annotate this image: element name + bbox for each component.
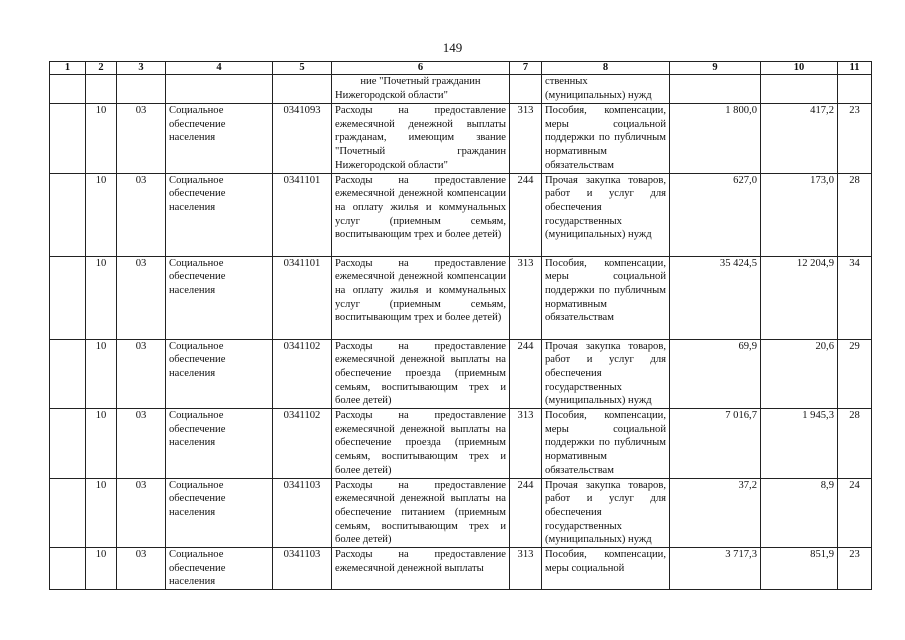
cell-subsection-name: Социальное обеспечение населения — [166, 256, 273, 339]
cell-expense-type-name: Прочая закупка товаров, работ и услуг для обеспечения государственных (муниципальных) нужд — [542, 173, 670, 256]
cell-expense-type-name: Пособия, компенсации, меры социальной поддержки по публичным нормативным обязательствам — [542, 104, 670, 174]
cell-percent: 28 — [838, 409, 872, 479]
cell-subsection — [117, 75, 166, 104]
column-header: 1 — [50, 62, 86, 75]
cell-percent: 29 — [838, 339, 872, 409]
cell-subsection: 03 — [117, 104, 166, 174]
cell-subsection-name: Социальное обеспечение населения — [166, 173, 273, 256]
cell-amount-plan: 37,2 — [670, 478, 761, 548]
cell-subsection: 03 — [117, 548, 166, 590]
cell-section: 10 — [86, 339, 117, 409]
cell-subsection-name: Социальное обеспечение населения — [166, 104, 273, 174]
cell-subsection-name: Социальное обеспечение населения — [166, 478, 273, 548]
cell-subsection-name: Социальное обеспечение населения — [166, 409, 273, 479]
budget-table — [49, 61, 872, 590]
cell-col1 — [50, 548, 86, 590]
cell-amount-plan: 627,0 — [670, 173, 761, 256]
cell-target-code: 0341093 — [273, 104, 332, 174]
cell-subsection: 03 — [117, 173, 166, 256]
cell-subsection: 03 — [117, 478, 166, 548]
cell-expense-description: Расходы на предоставление ежемесячной денежной выплаты на обеспечение питанием (приемным семьям, воспитывающим трех и более детей) — [332, 478, 510, 548]
cell-expense-type: 244 — [510, 173, 542, 256]
cell-subsection-name: Социальное обеспечение населения — [166, 339, 273, 409]
column-header: 2 — [86, 62, 117, 75]
column-header: 3 — [117, 62, 166, 75]
cell-expense-type-name: Пособия, компенсации, меры социальной поддержки по публичным нормативным обязательствам — [542, 256, 670, 339]
header-row — [50, 62, 872, 75]
cell-subsection: 03 — [117, 409, 166, 479]
cell-amount-plan: 7 016,7 — [670, 409, 761, 479]
cell-expense-description: Расходы на предоставление ежемесячной денежной выплаты на обеспечение проезда (приемным семьям, воспитывающим трех и более детей) — [332, 339, 510, 409]
cell-col1 — [50, 104, 86, 174]
column-header: 9 — [670, 62, 761, 75]
cell-amount-plan: 3 717,3 — [670, 548, 761, 590]
cell-amount-actual: 173,0 — [761, 173, 838, 256]
cell-percent: 34 — [838, 256, 872, 339]
cell-expense-type — [510, 75, 542, 104]
page-number: 149 — [442, 40, 463, 55]
cell-expense-type-name: ственных (муниципальных) нужд — [542, 75, 670, 104]
cell-section — [86, 75, 117, 104]
cell-subsection: 03 — [117, 339, 166, 409]
table-row — [50, 339, 872, 409]
cell-expense-type: 313 — [510, 104, 542, 174]
cell-section: 10 — [86, 478, 117, 548]
cell-target-code — [273, 75, 332, 104]
cell-expense-description: Расходы на предоставление ежемесячной денежной выплаты гражданам, имеющим звание "Почетный гражданин Нижегородской области" — [332, 104, 510, 174]
cell-section: 10 — [86, 104, 117, 174]
cell-amount-actual: 8,9 — [761, 478, 838, 548]
cell-target-code: 0341102 — [273, 409, 332, 479]
cell-amount-actual: 417,2 — [761, 104, 838, 174]
cell-amount-plan: 69,9 — [670, 339, 761, 409]
cell-section: 10 — [86, 548, 117, 590]
cell-col1 — [50, 173, 86, 256]
cell-percent: 23 — [838, 104, 872, 174]
column-header: 7 — [510, 62, 542, 75]
cell-expense-type-name: Пособия, компенсации, меры социальной — [542, 548, 670, 590]
cell-expense-type: 313 — [510, 256, 542, 339]
cell-expense-type: 313 — [510, 409, 542, 479]
table-row — [50, 104, 872, 174]
table-row — [50, 478, 872, 548]
cell-col1 — [50, 339, 86, 409]
column-header: 4 — [166, 62, 273, 75]
cell-col1 — [50, 409, 86, 479]
cell-target-code: 0341101 — [273, 173, 332, 256]
table-row — [50, 256, 872, 339]
table-row — [50, 548, 872, 590]
column-header: 10 — [761, 62, 838, 75]
cell-section: 10 — [86, 256, 117, 339]
cell-amount-actual: 1 945,3 — [761, 409, 838, 479]
cell-section: 10 — [86, 173, 117, 256]
cell-expense-type-name: Прочая закупка товаров, работ и услуг для обеспечения государственных (муниципальных) нужд — [542, 339, 670, 409]
cell-amount-plan — [670, 75, 761, 104]
cell-percent: 24 — [838, 478, 872, 548]
column-header: 6 — [332, 62, 510, 75]
cell-expense-description: ние "Почетный гражданин Нижегородской области" — [332, 75, 510, 104]
cell-target-code: 0341103 — [273, 478, 332, 548]
table-row — [50, 75, 872, 104]
cell-target-code: 0341101 — [273, 256, 332, 339]
column-header: 11 — [838, 62, 872, 75]
cell-col1 — [50, 256, 86, 339]
cell-amount-plan: 35 424,5 — [670, 256, 761, 339]
cell-expense-type: 244 — [510, 339, 542, 409]
cell-subsection-name — [166, 75, 273, 104]
cell-amount-actual: 851,9 — [761, 548, 838, 590]
cell-expense-description: Расходы на предоставление ежемесячной денежной компенсации на оплату жилья и коммунальных услуг (приемным семьям, воспитывающим трех и более детей) — [332, 256, 510, 339]
table-row — [50, 173, 872, 256]
cell-subsection: 03 — [117, 256, 166, 339]
cell-subsection-name: Социальное обеспечение населения — [166, 548, 273, 590]
cell-expense-type: 244 — [510, 478, 542, 548]
cell-amount-actual — [761, 75, 838, 104]
cell-percent: 28 — [838, 173, 872, 256]
cell-col1 — [50, 478, 86, 548]
cell-target-code: 0341103 — [273, 548, 332, 590]
table-row — [50, 409, 872, 479]
column-header: 8 — [542, 62, 670, 75]
cell-amount-actual: 20,6 — [761, 339, 838, 409]
cell-amount-actual: 12 204,9 — [761, 256, 838, 339]
column-header: 5 — [273, 62, 332, 75]
cell-expense-description: Расходы на предоставление ежемесячной денежной выплаты на обеспечение проезда (приемным семьям, воспитывающим трех и более детей) — [332, 409, 510, 479]
cell-target-code: 0341102 — [273, 339, 332, 409]
cell-expense-type-name: Прочая закупка товаров, работ и услуг для обеспечения государственных (муниципальных) нужд — [542, 478, 670, 548]
cell-percent: 23 — [838, 548, 872, 590]
cell-expense-type-name: Пособия, компенсации, меры социальной поддержки по публичным нормативным обязательствам — [542, 409, 670, 479]
cell-col1 — [50, 75, 86, 104]
cell-expense-description: Расходы на предоставление ежемесячной денежной выплаты — [332, 548, 510, 590]
cell-expense-type: 313 — [510, 548, 542, 590]
cell-section: 10 — [86, 409, 117, 479]
cell-expense-description: Расходы на предоставление ежемесячной денежной компенсации на оплату жилья и коммунальных услуг (приемным семьям, воспитывающим трех и более детей) — [332, 173, 510, 256]
cell-amount-plan: 1 800,0 — [670, 104, 761, 174]
cell-percent — [838, 75, 872, 104]
